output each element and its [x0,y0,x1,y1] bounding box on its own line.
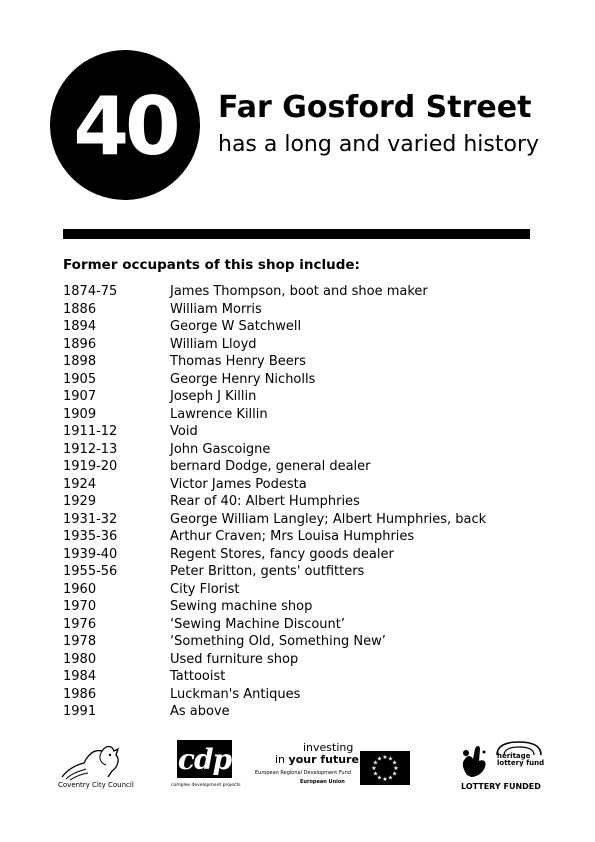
occupant-name: George William Langley; Albert Humphries, back [170,511,487,527]
occupant-name: Rear of 40: Albert Humphries [170,494,360,510]
occupant-year: 1907 [63,389,97,405]
occupant-row [63,283,543,301]
occupant-year: 1919-20 [63,459,118,475]
cdp-logo-mark: cdp [177,740,232,778]
eu-star-icon: ★ [371,765,377,772]
occupant-row [63,301,543,319]
eu-stars-icon [360,751,410,785]
occupant-name: Joseph J Killin [170,389,257,405]
occupant-name: George W Satchwell [170,319,302,335]
eu-star-icon: ★ [393,765,399,772]
section-heading: Former occupants of this shop include: [63,257,360,273]
occupant-name: John Gascoigne [170,441,271,457]
occupant-name: ‘Sewing Machine Discount’ [170,616,346,632]
cdp-tagline: complex development projects [171,783,241,788]
heritage-lottery-fund-logo [457,741,547,793]
eu-future-text: in your future [275,753,359,766]
eu-star-icon: ★ [372,770,379,778]
eu-star-icon: ★ [376,755,383,763]
occupant-row [63,686,543,704]
occupant-name: City Florist [170,581,240,597]
eu-star-icon: ★ [391,759,398,767]
occupant-year: 1905 [63,371,97,387]
occupant-row [63,598,543,616]
occupant-year: 1991 [63,704,97,720]
occupant-year: 1978 [63,634,97,650]
occupant-name: Regent Stores, fancy goods dealer [170,546,394,562]
occupant-year: 1896 [63,336,97,352]
occupant-row [63,406,543,424]
lottery-funded-text: LOTTERY FUNDED [461,782,541,791]
occupant-row [63,616,543,634]
occupant-name: George Henry Nicholls [170,371,316,387]
occupant-row [63,703,543,721]
occupant-name: James Thompson, boot and shoe maker [170,284,428,300]
occupant-name: Victor James Podesta [170,476,307,492]
elephant-horse-crest-icon [58,741,138,781]
occupant-name: bernard Dodge, general dealer [170,459,371,475]
occupant-name: As above [170,704,230,720]
eu-star-icon: ★ [376,774,383,782]
occupant-year: 1929 [63,494,97,510]
eu-star-icon: ★ [372,759,379,767]
occupant-row [63,318,543,336]
occupant-row [63,546,543,564]
sponsor-logos [0,738,595,798]
occupant-year: 1874-75 [63,284,118,300]
occupant-year: 1970 [63,599,97,615]
occupant-year: 1894 [63,319,97,335]
occupant-year: 1909 [63,406,97,422]
occupant-year: 1924 [63,476,97,492]
occupant-name: William Lloyd [170,336,257,352]
occupant-row [63,651,543,669]
occupant-year: 1980 [63,651,97,667]
occupant-name: William Morris [170,301,262,317]
occupant-year: 1911-12 [63,424,118,440]
occupant-name: Lawrence Killin [170,406,268,422]
occupant-list [63,283,543,721]
occupant-row [63,668,543,686]
occupant-row [63,511,543,529]
occupant-year: 1984 [63,669,97,685]
eu-star-icon: ★ [387,755,394,763]
occupant-row [63,563,543,581]
occupant-year: 1886 [63,301,97,317]
occupant-year: 1935-36 [63,529,118,545]
eu-star-icon: ★ [382,754,388,761]
page-header [0,0,595,230]
occupant-row [63,458,543,476]
page-title: Far Gosford Street [218,90,532,125]
occupant-row [63,353,543,371]
occupant-row [63,476,543,494]
occupant-year: 1898 [63,354,97,370]
cdp-logo [171,740,241,792]
occupant-name: Sewing machine shop [170,599,313,615]
occupant-row [63,371,543,389]
number-circle [50,50,200,200]
occupant-year: 1986 [63,686,97,702]
occupant-row [63,441,543,459]
occupant-name: Thomas Henry Beers [170,354,306,370]
street-number: 40 [73,80,177,173]
coventry-logo-text: Coventry City Council [58,781,134,789]
occupant-year: 1976 [63,616,97,632]
eu-union-text: European Union [300,779,345,785]
european-union-logo [255,741,415,793]
occupant-name: Used furniture shop [170,651,299,667]
eu-star-icon: ★ [391,770,398,778]
occupant-row [63,423,543,441]
lottery-crossed-fingers-icon [457,741,493,779]
occupant-year: 1939-40 [63,546,118,562]
occupant-year: 1955-56 [63,564,118,580]
occupant-row [63,336,543,354]
occupant-year: 1912-13 [63,441,118,457]
occupant-name: ‘Something Old, Something New’ [170,634,386,650]
occupant-row [63,388,543,406]
occupant-name: Peter Britton, gents' outfitters [170,564,365,580]
occupant-row [63,493,543,511]
hlf-heritage-text: heritage lottery fund [497,752,545,768]
occupant-name: Tattooist [170,669,226,685]
eu-star-icon: ★ [382,776,388,783]
occupant-row [63,633,543,651]
eu-investing-text: investing [303,741,354,754]
occupant-name: Luckman's Antiques [170,686,301,702]
occupant-row [63,581,543,599]
eu-flag-icon [360,751,410,785]
coventry-city-council-logo [58,741,138,793]
occupant-year: 1960 [63,581,97,597]
eu-star-icon: ★ [387,774,394,782]
occupant-year: 1931-32 [63,511,118,527]
occupant-name: Arthur Craven; Mrs Louisa Humphries [170,529,415,545]
occupant-name: Void [170,424,198,440]
divider-bar [63,229,530,239]
eu-erdf-text: European Regional Development Fund [255,770,351,776]
page-subtitle: has a long and varied history [218,132,540,157]
occupant-row [63,528,543,546]
